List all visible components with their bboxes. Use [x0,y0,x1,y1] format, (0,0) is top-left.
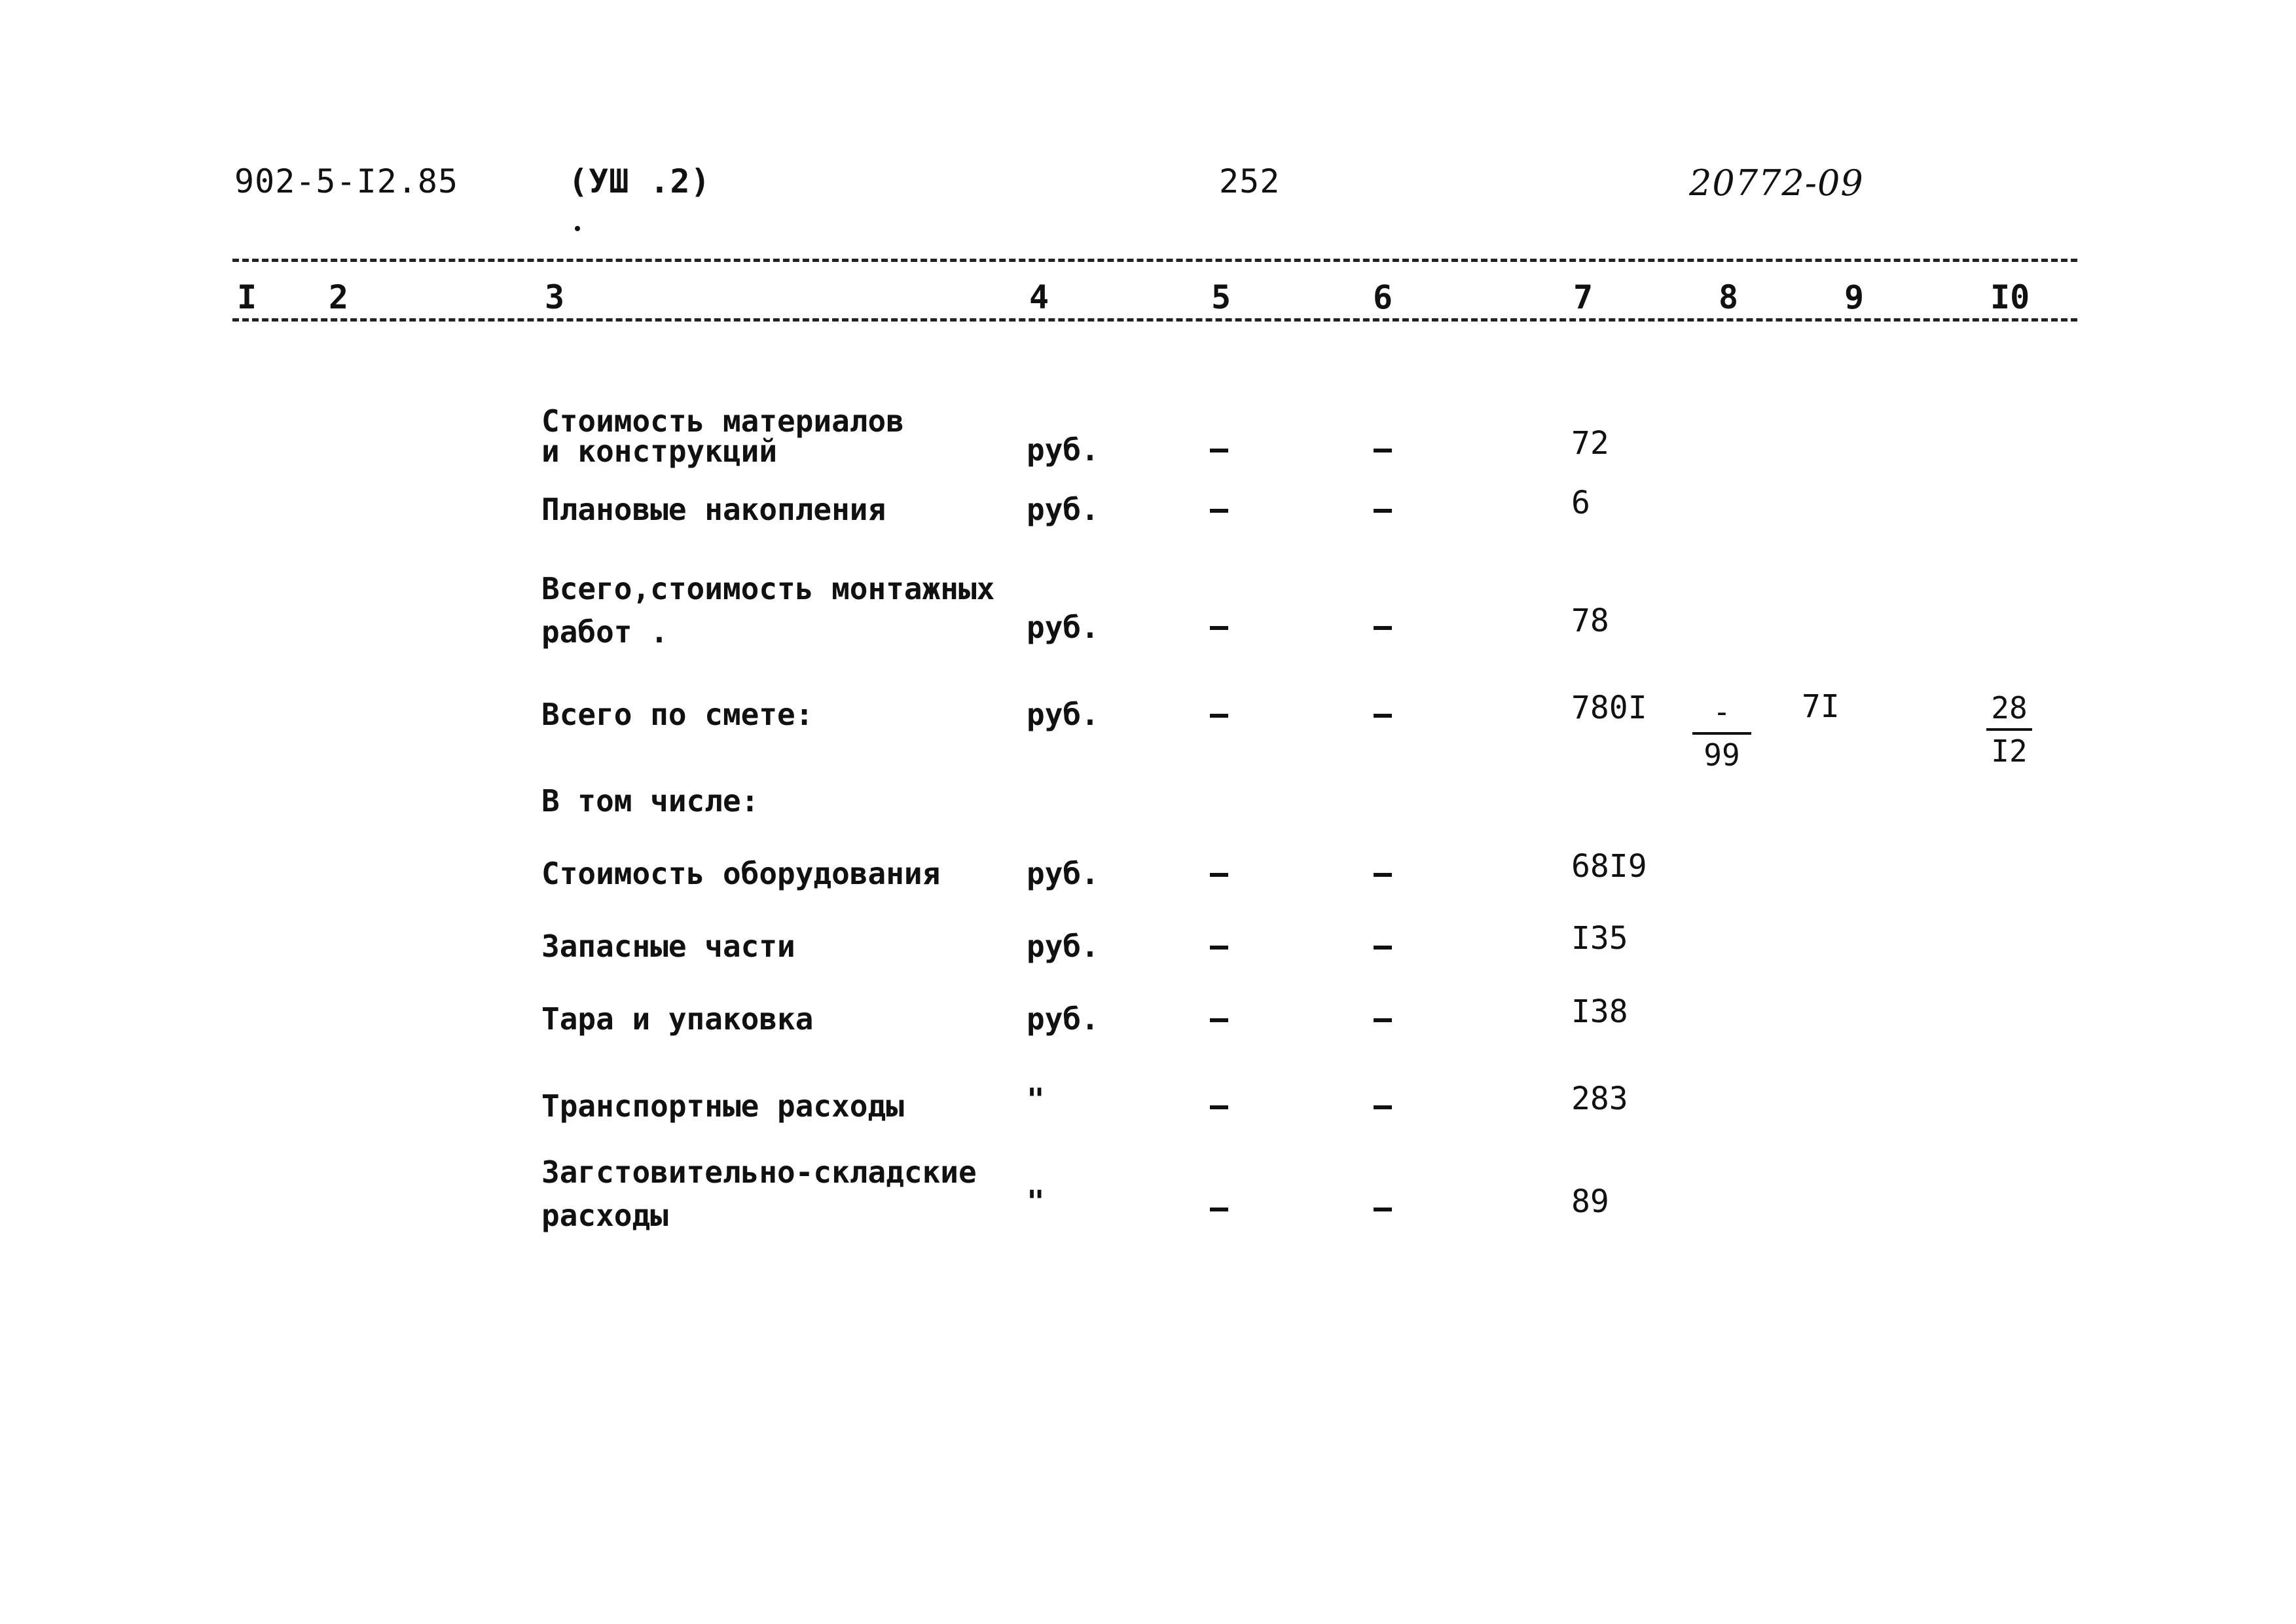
row-col6-dash [1374,626,1392,630]
column-number: I0 [1990,278,2030,316]
col8-denominator: 99 [1704,737,1740,773]
row-unit: " [1027,1184,1045,1219]
table-header-rule-top [232,259,2077,262]
row-col5-dash [1210,714,1228,718]
col10-numerator: 28 [1991,690,2028,726]
column-number: 8 [1719,278,1739,316]
row-unit: руб. [1027,1001,1099,1037]
document-number: 902-5-I2.85 [234,162,459,200]
row-amount: 72 [1571,425,1609,462]
fraction-bar [1986,728,2032,731]
column-number: 4 [1029,278,1049,316]
row-unit: руб. [1027,697,1099,732]
row-col5-dash [1210,1018,1228,1022]
row-amount: 78 [1571,602,1609,639]
row-description: Транспортные расходы [541,1088,904,1124]
row-col5-dash [1210,449,1228,452]
row-description: Всего по смете: [541,697,814,732]
row-amount: 68I9 [1571,848,1647,885]
row-description: Запасные части [541,929,795,964]
fraction-bar [1692,732,1751,735]
row-amount: 780I [1571,690,1647,726]
col8-fraction [1692,694,1751,773]
row-unit: руб. [1027,610,1099,645]
archive-number: 20772-09 [1689,162,1864,204]
col10-denominator: I2 [1991,733,2028,769]
sheet-code: (УШ .2) [568,162,711,200]
column-number: 5 [1211,278,1231,316]
row-amount: 89 [1571,1183,1609,1220]
row-col5-dash [1210,946,1228,950]
row-amount: I35 [1571,920,1628,957]
column-number: 6 [1373,278,1393,316]
table-header-rule-bottom [232,318,2077,322]
row-col6-dash [1374,1018,1392,1022]
row-amount: 283 [1571,1080,1628,1117]
section-label: В том числе: [541,783,759,819]
column-number: 2 [329,278,349,316]
row-unit: " [1027,1082,1045,1117]
row-unit: руб. [1027,492,1099,527]
col10-fraction [1986,690,2032,769]
row-col5-dash [1210,1105,1228,1109]
page-number: 252 [1219,162,1281,200]
row-description: Тара и упаковка [541,1001,814,1037]
col8-numerator: - [1713,694,1731,729]
row-col6-dash [1374,449,1392,452]
row-col6-dash [1374,1208,1392,1211]
column-number: 9 [1844,278,1865,316]
col9-value: 7I [1802,688,1840,725]
row-col6-dash [1374,509,1392,513]
scan-dot [575,226,580,231]
row-col6-dash [1374,714,1392,718]
column-number: 3 [545,278,565,316]
row-amount: I38 [1571,993,1628,1030]
row-amount: 6 [1571,485,1590,521]
row-unit: руб. [1027,929,1099,964]
row-description: Стоимость материалов и конструкций [541,403,904,469]
row-col6-dash [1374,873,1392,877]
column-number: I [237,278,257,316]
column-number: 7 [1573,278,1594,316]
row-description: Загстовительно-складские расходы [541,1154,977,1233]
row-description: Всего,стоимость монтажных работ . [541,571,995,650]
row-description: Плановые накопления [541,492,886,527]
row-col5-dash [1210,626,1228,630]
row-description: Стоимость оборудования [541,856,941,891]
row-col5-dash [1210,1208,1228,1211]
row-col6-dash [1374,1105,1392,1109]
row-unit: руб. [1027,432,1099,468]
row-col5-dash [1210,509,1228,513]
row-col6-dash [1374,946,1392,950]
row-unit: руб. [1027,856,1099,891]
row-col5-dash [1210,873,1228,877]
